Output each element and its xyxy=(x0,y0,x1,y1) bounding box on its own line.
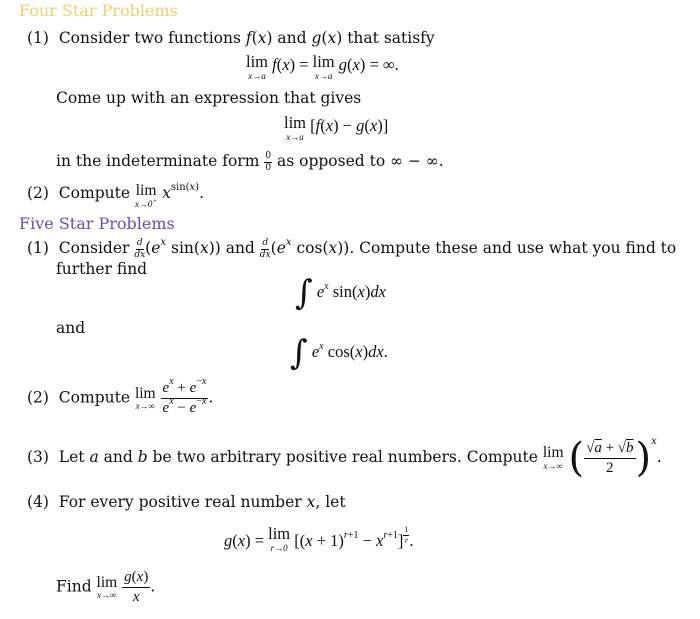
five-star-problem-1-text: (1) Consider $\frac{d}{dx}$ ($e^x$ sin(x)) and $\frac{d}{dx}$ ($e^x$ cos(x)). Compute these and use what you find to xyxy=(27,237,677,260)
four-star-problem-1-text-3: in the indeterminate form $\frac{0}{0}$ as opposed to ∞ − ∞. xyxy=(56,150,444,173)
five-star-problem-4-equation: g(x) = lim r→0 $[(x + 1)^{r+1} - x^{r+1}]$ $^{\frac{1}{r}}$ . xyxy=(224,524,414,553)
five-star-header: Five Star Problems xyxy=(19,214,175,233)
four-star-problem-1-text-2: Come up with an expression that gives xyxy=(56,89,362,107)
five-star-problem-1-integral-1: ∫ $e^x$ sin(x)dx xyxy=(295,273,386,313)
four-star-header: Four Star Problems xyxy=(19,1,178,20)
five-star-problem-1-text-cont: further find xyxy=(56,260,148,278)
problem-number: (1) xyxy=(27,29,49,47)
five-star-problem-4-find: Find lim x→∞ $\frac{g(x)}{x}$ . xyxy=(56,569,156,605)
four-star-problem-1-equation-1: lim x→a f(x) = lim x→a g(x) = ∞. xyxy=(246,52,399,81)
five-star-problem-2-text: (2) Compute lim x→∞ $\frac{e^x + e^{-x}}{e^x - e^{-x}}$ . xyxy=(27,376,214,416)
four-star-problem-2-text: (2) Compute lim x→0+ $x^{sin(x)}$. xyxy=(27,182,205,209)
five-star-problem-1-integral-2: ∫ $e^x$ cos(x)dx. xyxy=(290,333,388,373)
five-star-problem-3-text: (3) Let a and b be two arbitrary positive real numbers. Compute lim x→∞ ( $\frac{√a + √b}{2}$ )$^x$. xyxy=(27,435,662,481)
four-star-problem-1-text: (1) Consider two functions f(x) and g(x) that satisfy xyxy=(27,29,435,47)
five-star-problem-1-and: and xyxy=(56,319,86,337)
four-star-problem-1-equation-2: lim x→a [f(x) − g(x)] xyxy=(284,113,389,142)
five-star-problem-4-text: (4) For every positive real number x, let xyxy=(27,493,346,511)
